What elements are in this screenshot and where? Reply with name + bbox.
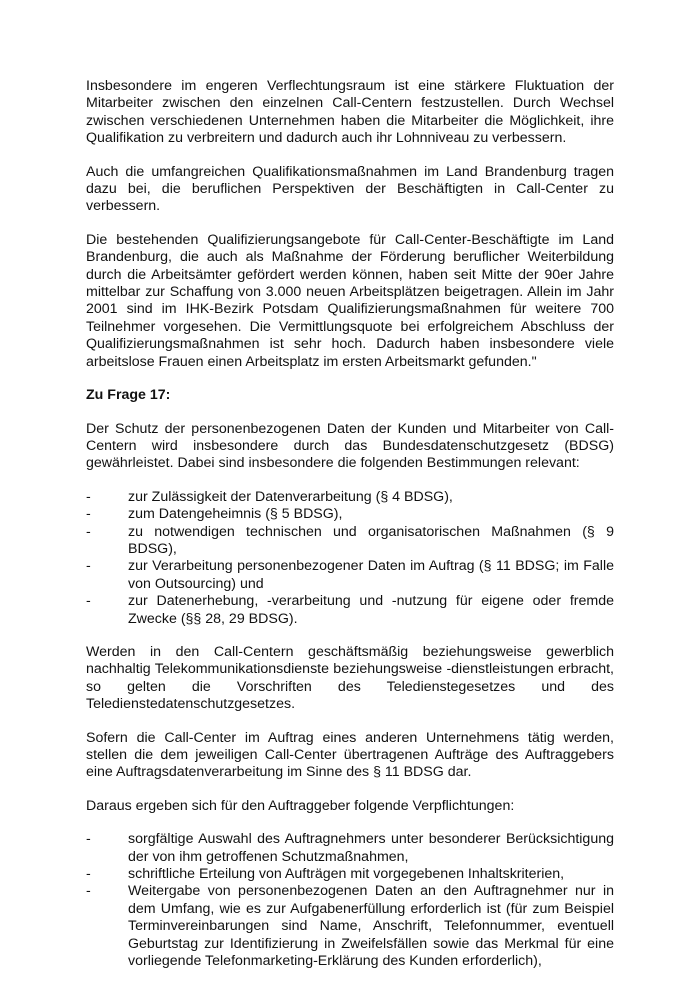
list-item-text: schriftliche Erteilung von Aufträgen mit vorgegebenen Inhaltskriterien, <box>128 866 565 883</box>
dash-bullet: - <box>86 488 91 505</box>
list-item-text: zur Verarbeitung personenbezogener Daten im Auftrag (§ 11 BDSG; im Falle von Outsourcing) und <box>128 558 614 592</box>
list-item <box>86 524 614 559</box>
list-item <box>86 866 614 883</box>
list-item <box>86 831 614 866</box>
paragraph-telekommunikationsdienste: Werden in den Call-Centern geschäftsmäßig beziehungsweise gewerblich nachhaltig Telekommunikationsdienste beziehungsweise -dienstleistungen erbracht, so gelten die Vorschriften des Teledienstegesetzes und des Teledienstedatenschutzgesetzes. <box>86 643 614 713</box>
list-item <box>86 506 614 523</box>
list-item-text: zur Datenerhebung, -verarbeitung und -nutzung für eigene oder fremde Zwecke (§§ 28, 29 BDSG). <box>128 593 614 627</box>
bdsg-provisions-list <box>86 489 614 628</box>
section-heading-frage-17: Zu Frage 17: <box>86 387 171 404</box>
paragraph-auftragsdatenverarbeitung: Sofern die Call-Center im Auftrag eines anderen Unternehmens tätig werden, stellen die dem jeweiligen Call-Center übertragenen Aufträge des Auftraggebers eine Auftragsdatenverarbeitung im Sinne des § 11 BDSG dar. <box>86 729 614 781</box>
list-item-text: zur Zulässigkeit der Datenverarbeitung (§ 4 BDSG), <box>128 488 453 505</box>
paragraph-datenschutz-intro: Der Schutz der personenbezogenen Daten der Kunden und Mitarbeiter von Call-Centern wird insbesondere durch das Bundesdatenschutzgesetz (BDSG) gewährleistet. Dabei sind insbesondere die folgenden Bestimmungen relevant: <box>86 420 614 472</box>
list-item-text: zu notwendigen technischen und organisatorischen Maßnahmen (§ 9 BDSG), <box>128 523 614 557</box>
paragraph-qualifizierungsangebote: Die bestehenden Qualifizierungsangebote für Call-Center-Beschäftigte im Land Brandenburg, die auch als Maßnahme der Förderung beruflicher Weiterbildung durch die Arbeitsämter gefördert werden können, haben seit Mitte der 90er Jahre mittelbar zur Schaffung von 3.000 neuen Arbeitsplätzen beigetragen. Allein im Jahr 2001 sind im IHK-Bezirk Potsdam Qualifizierungsmaßnahmen für weitere 700 Teilnehmer vorgesehen. Die Vermittlungsquote bei erfolgreichem Abschluss der Qualifizierungsmaßnahmen ist sehr hoch. Dadurch haben insbesondere viele arbeitslose Frauen einen Arbeitsplatz im ersten Arbeitsmarkt gefunden." <box>86 231 614 370</box>
dash-bullet: - <box>86 523 91 540</box>
auftraggeber-duties-list <box>86 831 614 970</box>
dash-bullet: - <box>86 831 91 848</box>
list-item <box>86 489 614 506</box>
list-item <box>86 558 614 593</box>
dash-bullet: - <box>86 883 91 900</box>
dash-bullet: - <box>86 506 91 523</box>
list-item-text: zum Datengeheimnis (§ 5 BDSG), <box>128 506 343 523</box>
paragraph-fluktuation: Insbesondere im engeren Verflechtungsraum ist eine stärkere Fluktuation der Mitarbeiter zwischen den einzelnen Call-Centern festzustellen. Durch Wechsel zwischen verschiedenen Unternehmen haben die Mitarbeiter die Möglichkeit, ihre Qualifikation zu verbreitern und dadurch auch ihr Lohnniveau zu verbessern. <box>86 78 614 147</box>
paragraph-qualifikationsmassnahmen: Auch die umfangreichen Qualifikationsmaßnahmen im Land Brandenburg tragen dazu bei, die beruflichen Perspektiven der Beschäftigten in Call-Center zu verbessern. <box>86 163 614 215</box>
dash-bullet: - <box>86 558 91 575</box>
dash-bullet: - <box>86 866 91 883</box>
dash-bullet: - <box>86 593 91 610</box>
list-item <box>86 883 614 970</box>
list-item-text: sorgfältige Auswahl des Auftragnehmers unter besonderer Berücksichtigung der von ihm getroffenen Schutzmaßnahmen, <box>128 831 614 865</box>
list-item <box>86 593 614 628</box>
paragraph-verpflichtungen-intro: Daraus ergeben sich für den Auftraggeber folgende Verpflichtungen: <box>86 797 515 814</box>
list-item-text: Weitergabe von personenbezogenen Daten an den Auftragnehmer nur in dem Umfang, wie es zur Aufgabenerfüllung erforderlich ist (für zum Beispiel Terminvereinbarungen sind Name, Anschrift, Telefonnummer, eventuell Geburtstag zur Identifizierung in Zweifelsfällen sowie das Merkmal für eine vorliegende Telefonmarketing-Erklärung des Kunden erforderlich), <box>128 883 614 970</box>
